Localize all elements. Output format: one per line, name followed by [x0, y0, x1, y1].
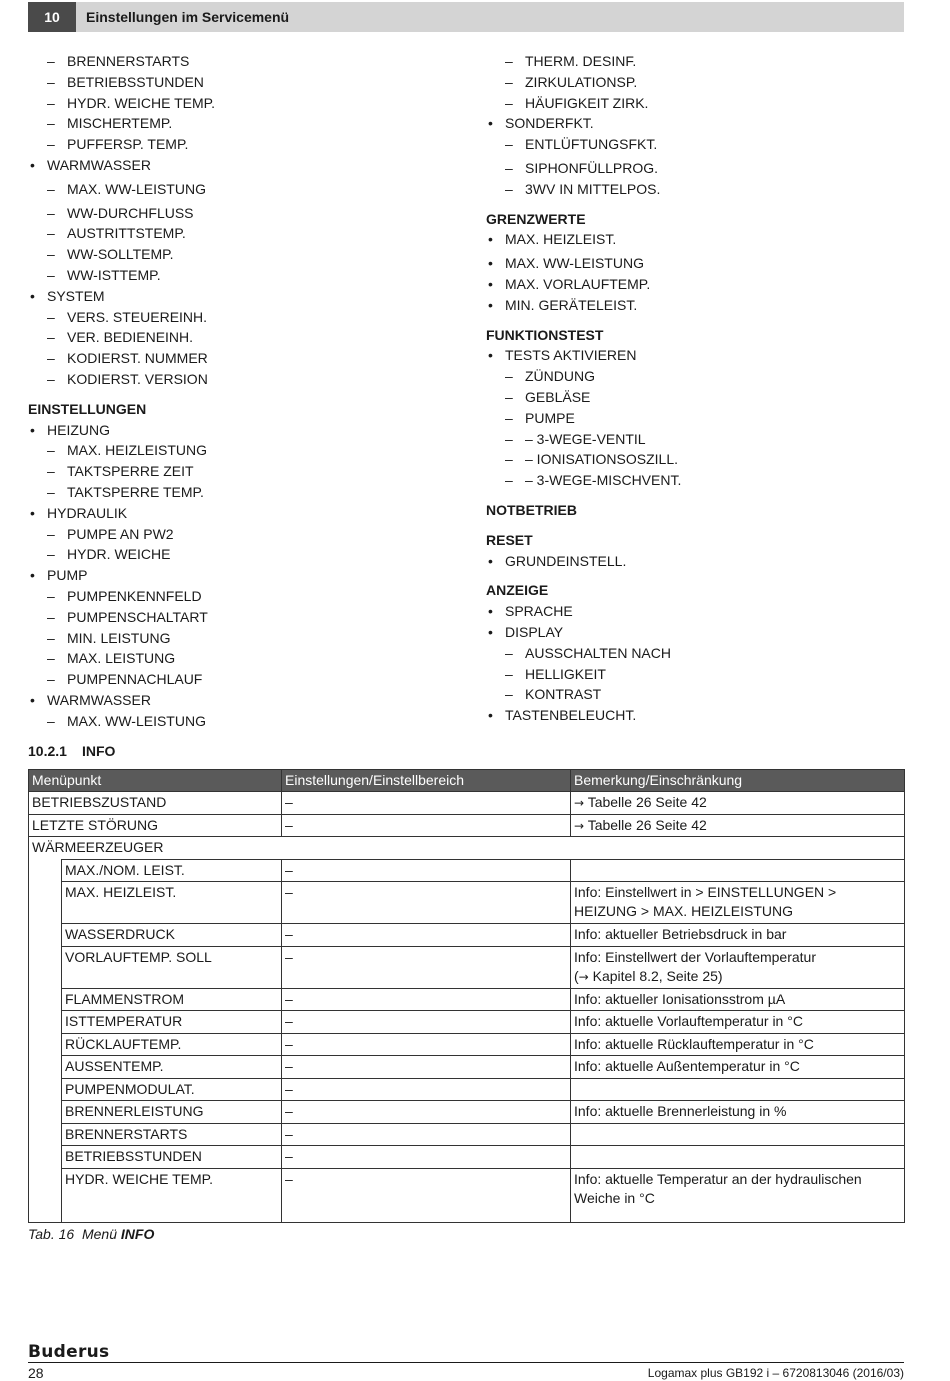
- indent-cell: [29, 882, 62, 924]
- menu-item: [28, 482, 468, 503]
- indent-cell: [29, 1168, 62, 1222]
- menu-item: [486, 643, 906, 664]
- menu-item: [486, 253, 906, 274]
- dash-marker: –: [47, 442, 55, 459]
- cell-note: [571, 1168, 905, 1222]
- menu-item: [486, 684, 906, 705]
- menu-item-label: MIN. GERÄTELEIST.: [505, 296, 638, 313]
- footer-rule: [28, 1362, 904, 1363]
- dash-marker: –: [505, 180, 513, 197]
- menu-item: [28, 648, 468, 669]
- cell-note: [571, 1056, 905, 1079]
- dash-marker: –: [505, 94, 513, 111]
- menu-item: [486, 158, 906, 179]
- cell-note-text: Info: aktuelle Rücklauftemperatur in °C: [574, 1035, 814, 1052]
- cell-note-text: Info: aktuelle Außentemperatur in °C: [574, 1058, 800, 1074]
- menu-item: [28, 711, 468, 732]
- menu-item-label: PUMPE AN PW2: [67, 525, 174, 542]
- menu-item: [28, 565, 468, 586]
- cell-menuepunkt: BETRIEBSSTUNDEN: [62, 1146, 282, 1169]
- menu-item-label: GEBLÄSE: [525, 388, 591, 405]
- indent-cell: [29, 1056, 62, 1079]
- subsection-title: INFO: [82, 743, 116, 759]
- indent-cell: [29, 1146, 62, 1169]
- menu-item-label: MAX. HEIZLEIST.: [505, 231, 617, 248]
- cell-range: –: [282, 1123, 571, 1146]
- menu-item-label: WW-DURCHFLUSS: [67, 204, 194, 221]
- indent-cell: [29, 1078, 62, 1101]
- menu-item: [486, 664, 906, 685]
- menu-item: [28, 461, 468, 482]
- menu-item-label: PUMPENSCHALTART: [67, 608, 208, 625]
- menu-item: [28, 669, 468, 690]
- arrow-icon: →: [574, 818, 585, 833]
- table-row: [29, 1101, 905, 1124]
- menu-column-right: [486, 51, 906, 726]
- menu-item-label: PUMPENKENNFELD: [67, 587, 202, 604]
- cell-note-prefix: (: [574, 967, 579, 984]
- cell-note: [571, 859, 905, 882]
- menu-section-heading: NOTBETRIEB: [486, 501, 577, 518]
- bullet-marker: •: [30, 421, 35, 438]
- header-menuepunkt: Menüpunkt: [29, 770, 282, 792]
- bullet-marker: •: [30, 287, 35, 304]
- dash-marker: –: [505, 368, 513, 385]
- indent-cell: [29, 946, 62, 988]
- table-row: [29, 792, 905, 815]
- chapter-title: Einstellungen im Servicemenü: [86, 9, 290, 25]
- menu-item-label: MAX. WW-LEISTUNG: [505, 255, 644, 272]
- menu-item-label: SONDERFKT.: [505, 115, 594, 132]
- caption-text: Menü: [81, 1226, 118, 1242]
- cell-range: –: [282, 946, 571, 988]
- menu-item-label: – IONISATIONSOSZILL.: [525, 451, 679, 468]
- cell-menuepunkt: BRENNERLEISTUNG: [62, 1101, 282, 1124]
- menu-item-label: WW-ISTTEMP.: [67, 266, 161, 283]
- chapter-number: 10: [28, 2, 76, 32]
- cell-note-text: Info: aktuelle Vorlauftemperatur in °C: [574, 1013, 803, 1029]
- dash-marker: –: [505, 388, 513, 405]
- menu-item-label: TASTENBELEUCHT.: [505, 707, 637, 724]
- menu-item: [28, 179, 468, 200]
- menu-section-heading: ANZEIGE: [486, 582, 549, 599]
- menu-item-label: PUMP: [47, 567, 88, 584]
- menu-item-label: ZIRKULATIONSP.: [525, 73, 638, 90]
- cell-note: [571, 924, 905, 947]
- header-einstellbereich: Einstellungen/Einstellbereich: [282, 770, 571, 792]
- cell-menuepunkt: PUMPENMODULAT.: [62, 1078, 282, 1101]
- indent-cell: [29, 988, 62, 1011]
- dash-marker: –: [47, 463, 55, 480]
- menu-item-label: HYDR. WEICHE TEMP.: [67, 94, 216, 111]
- menu-item-label: VERS. STEUEREINH.: [67, 308, 208, 325]
- menu-item-label: HÄUFIGKEIT ZIRK.: [525, 94, 649, 111]
- info-table: [28, 769, 905, 1223]
- menu-item: [28, 544, 468, 565]
- cell-menuepunkt: LETZTE STÖRUNG: [29, 814, 282, 837]
- menu-item: [28, 203, 468, 224]
- indent-cell: [29, 1101, 62, 1124]
- cell-note-text: Info: Einstellwert in > EINSTELLUNGEN > HEIZUNG > MAX. HEIZLEISTUNG: [574, 884, 837, 919]
- menu-item-label: DISPLAY: [505, 623, 564, 640]
- chapter-header: [28, 2, 904, 32]
- menu-item-label: GRUNDEINSTELL.: [505, 552, 627, 569]
- menu-item: [486, 134, 906, 155]
- cell-note: [571, 946, 905, 988]
- bullet-marker: •: [30, 156, 35, 173]
- menu-item-label: PUFFERSP. TEMP.: [67, 136, 189, 153]
- menu-item: [28, 72, 468, 93]
- menu-item-label: AUSSCHALTEN NACH: [525, 644, 671, 661]
- dash-marker: –: [47, 115, 55, 132]
- table-row: [29, 1168, 905, 1222]
- dash-marker: –: [47, 136, 55, 153]
- menu-section-heading: RESET: [486, 531, 533, 548]
- menu-item-label: TAKTSPERRE TEMP.: [67, 483, 204, 500]
- table-row: [29, 924, 905, 947]
- dash-marker: –: [47, 525, 55, 542]
- page-number: 28: [28, 1365, 44, 1381]
- dash-marker: –: [505, 53, 513, 69]
- bullet-marker: •: [30, 567, 35, 584]
- menu-item: [28, 503, 468, 524]
- cell-menuepunkt: ISTTEMPERATUR: [62, 1011, 282, 1034]
- dash-marker: –: [47, 73, 55, 90]
- table-header-row: [29, 770, 905, 792]
- menu-item: [486, 551, 906, 572]
- dash-marker: –: [47, 246, 55, 263]
- cell-note-text: Tabelle 26 Seite 42: [587, 816, 707, 833]
- menu-item: [486, 51, 906, 72]
- cell-menuepunkt: RÜCKLAUFTEMP.: [62, 1033, 282, 1056]
- bullet-marker: •: [488, 255, 493, 272]
- menu-item: [28, 327, 468, 348]
- cell-range: –: [282, 882, 571, 924]
- menu-item: [28, 586, 468, 607]
- bullet-marker: •: [488, 231, 493, 248]
- cell-note: [571, 1123, 905, 1146]
- menu-item-label: MIN. LEISTUNG: [67, 629, 171, 646]
- cell-range: –: [282, 859, 571, 882]
- dash-marker: –: [47, 180, 55, 197]
- indent-cell: [29, 859, 62, 882]
- document-id: Logamax plus GB192 i – 6720813046 (2016/03): [647, 1366, 904, 1380]
- menu-item-label: SIPHONFÜLLPROG.: [525, 159, 659, 176]
- menu-item-label: THERM. DESINF.: [525, 53, 637, 69]
- menu-item-label: – 3-WEGE-MISCHVENT.: [525, 472, 682, 489]
- table-row: [29, 946, 905, 988]
- bullet-marker: •: [488, 275, 493, 292]
- dash-marker: –: [47, 329, 55, 346]
- table-row: [29, 1033, 905, 1056]
- dash-marker: –: [47, 629, 55, 646]
- menu-item-label: 3WV IN MITTELPOS.: [525, 180, 661, 197]
- menu-item-label: AUSTRITTSTEMP.: [67, 225, 186, 242]
- table-row: [29, 1078, 905, 1101]
- menu-item-label: HEIZUNG: [47, 421, 110, 438]
- bullet-marker: •: [488, 347, 493, 364]
- cell-note: [571, 814, 905, 837]
- cell-range: –: [282, 814, 571, 837]
- menu-item-label: TAKTSPERRE ZEIT: [67, 463, 194, 480]
- menu-item: [486, 470, 906, 491]
- menu-item-label: WW-SOLLTEMP.: [67, 246, 174, 263]
- menu-item: [28, 440, 468, 461]
- table-group-row: [29, 837, 905, 860]
- table-caption: [28, 1224, 154, 1244]
- menu-item: [486, 387, 906, 408]
- table-row: [29, 859, 905, 882]
- menu-item: [486, 449, 906, 470]
- indent-cell: [29, 924, 62, 947]
- cell-range: –: [282, 1168, 571, 1222]
- dash-marker: –: [47, 587, 55, 604]
- menu-item-label: KODIERST. NUMMER: [67, 350, 208, 367]
- menu-item: [28, 93, 468, 114]
- dash-marker: –: [47, 225, 55, 242]
- dash-marker: –: [505, 136, 513, 153]
- cell-note-text-2: Kapitel 8.2, Seite 25): [588, 967, 723, 984]
- menu-item-label: HYDR. WEICHE: [67, 546, 171, 563]
- bullet-marker: •: [30, 504, 35, 521]
- dash-marker: –: [505, 686, 513, 703]
- menu-item: [28, 369, 468, 390]
- menu-item: [486, 429, 906, 450]
- menu-item: [28, 134, 468, 155]
- table-row: [29, 1056, 905, 1079]
- bullet-marker: •: [488, 707, 493, 724]
- menu-item: [486, 601, 906, 622]
- cell-menuepunkt: WASSERDRUCK: [62, 924, 282, 947]
- menu-item: [486, 295, 906, 316]
- cell-menuepunkt: MAX. HEIZLEIST.: [62, 882, 282, 924]
- table-row: [29, 1123, 905, 1146]
- dash-marker: –: [505, 451, 513, 468]
- cell-menuepunkt: BRENNERSTARTS: [62, 1123, 282, 1146]
- dash-marker: –: [47, 350, 55, 367]
- cell-menuepunkt: MAX./NOM. LEIST.: [62, 859, 282, 882]
- menu-item: [486, 366, 906, 387]
- menu-item: [28, 524, 468, 545]
- cell-range: –: [282, 988, 571, 1011]
- dash-marker: –: [47, 608, 55, 625]
- header-bemerkung: Bemerkung/Einschränkung: [571, 770, 905, 792]
- cell-note: [571, 988, 905, 1011]
- menu-item: [28, 607, 468, 628]
- group-label: WÄRMEERZEUGER: [29, 837, 905, 860]
- menu-item-label: MAX. LEISTUNG: [67, 650, 176, 667]
- menu-item-label: VER. BEDIENEINH.: [67, 329, 194, 346]
- menu-item-label: ZÜNDUNG: [525, 368, 595, 385]
- cell-range: –: [282, 1056, 571, 1079]
- dash-marker: –: [505, 472, 513, 489]
- menu-item-label: MISCHERTEMP.: [67, 115, 173, 132]
- cell-range: –: [282, 1146, 571, 1169]
- menu-item-label: TESTS AKTIVIEREN: [505, 347, 637, 364]
- menu-item: [486, 274, 906, 295]
- bullet-marker: •: [488, 552, 493, 569]
- menu-item: [486, 179, 906, 200]
- cell-note: [571, 882, 905, 924]
- dash-marker: –: [47, 53, 55, 69]
- menu-item-label: BETRIEBSSTUNDEN: [67, 73, 204, 90]
- caption-bold: INFO: [120, 1226, 155, 1242]
- menu-section-heading: FUNKTIONSTEST: [486, 326, 604, 343]
- menu-item-label: MAX. WW-LEISTUNG: [67, 712, 206, 729]
- menu-item: [28, 286, 468, 307]
- cell-menuepunkt: AUSSENTEMP.: [62, 1056, 282, 1079]
- menu-item: [28, 51, 468, 72]
- dash-marker: –: [505, 73, 513, 90]
- table-row: [29, 882, 905, 924]
- brand-logo: Buderus: [28, 1342, 110, 1362]
- indent-cell: [29, 1123, 62, 1146]
- menu-item-label: KODIERST. VERSION: [67, 370, 208, 387]
- dash-marker: –: [47, 712, 55, 729]
- subsection-number: 10.2.1: [28, 743, 67, 759]
- dash-marker: –: [47, 94, 55, 111]
- menu-item: [486, 408, 906, 429]
- bullet-marker: •: [488, 115, 493, 132]
- cell-note-text: Info: aktueller Betriebsdruck in bar: [574, 926, 787, 942]
- cell-note: [571, 1078, 905, 1101]
- menu-column-left: [28, 51, 468, 732]
- cell-note: [571, 1011, 905, 1034]
- arrow-icon: →: [574, 796, 585, 810]
- menu-section-heading: GRENZWERTE: [486, 210, 586, 227]
- caption-label: Tab. 16: [28, 1226, 75, 1242]
- bullet-marker: •: [30, 691, 35, 708]
- menu-item: [28, 244, 468, 265]
- cell-menuepunkt: BETRIEBSZUSTAND: [29, 792, 282, 815]
- cell-range: –: [282, 792, 571, 815]
- table-row: [29, 814, 905, 837]
- table-row: [29, 988, 905, 1011]
- menu-item: [486, 705, 906, 726]
- menu-item: [28, 307, 468, 328]
- dash-marker: –: [505, 159, 513, 176]
- dash-marker: –: [505, 644, 513, 661]
- menu-item-label: HELLIGKEIT: [525, 665, 606, 682]
- menu-item-label: PUMPE: [525, 409, 575, 426]
- menu-item: [28, 155, 468, 176]
- arrow-icon: →: [578, 969, 589, 984]
- menu-item: [486, 113, 906, 134]
- table-row: [29, 1011, 905, 1034]
- cell-note-text: Info: Einstellwert der Vorlauftemperatur: [574, 948, 817, 965]
- menu-item: [486, 345, 906, 366]
- menu-item-label: MAX. HEIZLEISTUNG: [67, 442, 208, 459]
- menu-item-label: WARMWASSER: [47, 691, 151, 708]
- menu-item-label: SPRACHE: [505, 603, 573, 620]
- dash-marker: –: [505, 409, 513, 426]
- bullet-marker: •: [488, 603, 493, 620]
- menu-item-label: MAX. WW-LEISTUNG: [67, 180, 206, 197]
- cell-range: –: [282, 1101, 571, 1124]
- menu-item: [28, 223, 468, 244]
- table-row: [29, 1146, 905, 1169]
- cell-note-text: Info: aktuelle Temperatur an der hydraulischen Weiche in °C: [574, 1170, 862, 1206]
- cell-note-text: Info: aktuelle Brennerleistung in %: [574, 1103, 787, 1119]
- cell-note: [571, 1033, 905, 1056]
- cell-note-text: Tabelle 26 Seite 42: [587, 794, 707, 810]
- menu-item-label: SYSTEM: [47, 287, 105, 304]
- cell-range: –: [282, 924, 571, 947]
- cell-menuepunkt: VORLAUFTEMP. SOLL: [62, 946, 282, 988]
- menu-item-label: BRENNERSTARTS: [67, 53, 190, 69]
- menu-item: [28, 348, 468, 369]
- dash-marker: –: [47, 266, 55, 283]
- dash-marker: –: [47, 650, 55, 667]
- cell-range: –: [282, 1078, 571, 1101]
- menu-item-label: MAX. VORLAUFTEMP.: [505, 275, 651, 292]
- menu-item-label: ENTLÜFTUNGSFKT.: [525, 136, 658, 153]
- menu-item: [486, 93, 906, 114]
- dash-marker: –: [47, 671, 55, 688]
- indent-cell: [29, 1011, 62, 1034]
- dash-marker: –: [505, 665, 513, 682]
- dash-marker: –: [47, 204, 55, 221]
- cell-range: –: [282, 1011, 571, 1034]
- cell-menuepunkt: FLAMMENSTROM: [62, 988, 282, 1011]
- bullet-marker: •: [488, 296, 493, 313]
- cell-note: [571, 792, 905, 815]
- menu-item: [28, 420, 468, 441]
- dash-marker: –: [47, 546, 55, 563]
- dash-marker: –: [47, 483, 55, 500]
- dash-marker: –: [47, 370, 55, 387]
- menu-item: [28, 113, 468, 134]
- menu-item-label: KONTRAST: [525, 686, 602, 703]
- indent-cell: [29, 1033, 62, 1056]
- dash-marker: –: [47, 308, 55, 325]
- menu-item-label: HYDRAULIK: [47, 504, 128, 521]
- dash-marker: –: [505, 430, 513, 447]
- menu-item: [486, 229, 906, 250]
- menu-item: [28, 628, 468, 649]
- subsection-heading: [28, 741, 115, 761]
- menu-item-label: PUMPENNACHLAUF: [67, 671, 203, 688]
- cell-note-text: Info: aktueller Ionisationsstrom µA: [574, 990, 786, 1007]
- menu-item: [28, 690, 468, 711]
- menu-item-label: WARMWASSER: [47, 156, 151, 173]
- menu-item: [486, 72, 906, 93]
- menu-section-heading: EINSTELLUNGEN: [28, 400, 147, 417]
- cell-menuepunkt: HYDR. WEICHE TEMP.: [62, 1168, 282, 1222]
- bullet-marker: •: [488, 623, 493, 640]
- cell-note: [571, 1146, 905, 1169]
- menu-item: [486, 622, 906, 643]
- cell-note: [571, 1101, 905, 1124]
- menu-item: [28, 265, 468, 286]
- cell-range: –: [282, 1033, 571, 1056]
- menu-item-label: – 3-WEGE-VENTIL: [525, 430, 646, 447]
